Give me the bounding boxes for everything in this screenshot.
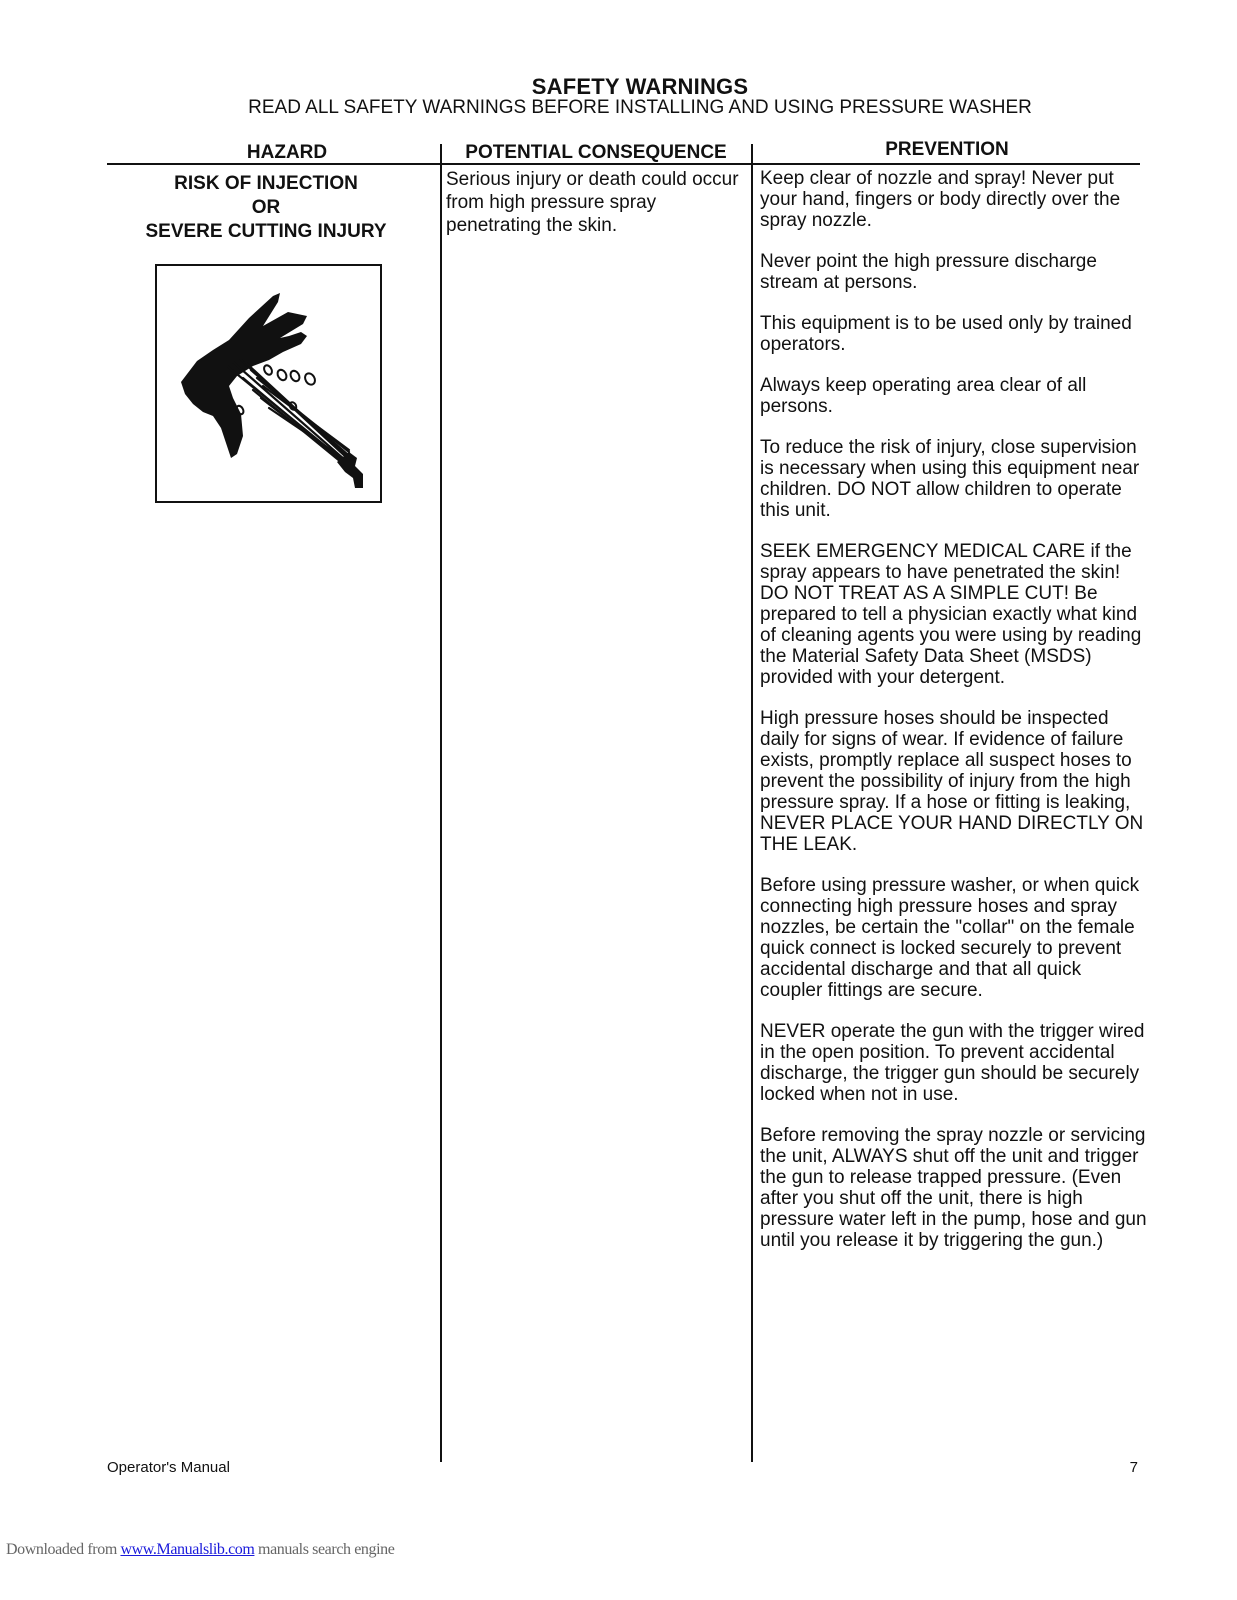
column-divider-1 [440, 144, 442, 1462]
header-rule-right [752, 163, 1140, 165]
column-header-hazard: HAZARD [246, 142, 328, 163]
prevention-item: Always keep operating area clear of all persons. [760, 375, 1087, 417]
prevention-item: Before removing the spray nozzle or servicing the unit, ALWAYS shut off the unit and trigger the gun to release trapped pressure. (Even after you shut off the unit, there is high pressure water left in the pump, hose and gun until you release it by triggering the gun.) [760, 1125, 1147, 1251]
prevention-item: High pressure hoses should be inspected daily for signs of wear. If evidence of failure exists, promptly replace all suspect hoses to prevent the possibility of injury from the high pressure spray. If a hose or fitting is leaking, NEVER PLACE YOUR HAND DIRECTLY ON THE LEAK. [760, 708, 1144, 855]
prevention-item: NEVER operate the gun with the trigger wired in the open position. To prevent accidental discharge, the trigger gun should be securely locked when not in use. [760, 1021, 1145, 1105]
download-suffix: manuals search engine [254, 1541, 395, 1558]
consequence-text: Serious injury or death could occur from high pressure spray penetrating the skin. [446, 169, 739, 236]
download-footer [6, 1541, 394, 1559]
header-rule-left [107, 163, 440, 165]
hazard-title [107, 172, 425, 244]
page-title: SAFETY WARNINGS [531, 74, 749, 99]
prevention-item: Never point the high pressure discharge stream at persons. [760, 251, 1097, 293]
header-rule-middle [440, 163, 752, 165]
page-number: 7 [1129, 1459, 1138, 1476]
prevention-list [760, 168, 1148, 1271]
column-divider-2 [751, 144, 753, 1462]
hazard-line: RISK OF INJECTION [174, 173, 358, 194]
page-subtitle: READ ALL SAFETY WARNINGS BEFORE INSTALLING AND USING PRESSURE WASHER [248, 97, 1032, 118]
manualslib-link[interactable]: www.Manualslib.com [120, 1541, 255, 1558]
hand-injection-hazard-icon [155, 264, 382, 503]
prevention-item: This equipment is to be used only by trained operators. [760, 313, 1132, 355]
prevention-item: SEEK EMERGENCY MEDICAL CARE if the spray appears to have penetrated the skin! DO NOT TREAT AS A SIMPLE CUT! Be prepared to tell a physician exactly what kind of cleaning agents you were using by reading the Material Safety Data Sheet (MSDS) provided with your detergent. [760, 541, 1142, 688]
prevention-item: Keep clear of nozzle and spray! Never put your hand, fingers or body directly over the spray nozzle. [760, 168, 1121, 231]
footer-manual-title: Operator's Manual [107, 1459, 230, 1476]
prevention-item: To reduce the risk of injury, close supervision is necessary when using this equipment near children. DO NOT allow children to operate this unit. [760, 437, 1140, 521]
hazard-line: OR [251, 197, 281, 218]
download-prefix: Downloaded from [6, 1541, 121, 1558]
prevention-item: Before using pressure washer, or when quick connecting high pressure hoses and spray nozzles, be certain the "collar" on the female quick connect is locked securely to prevent accidental discharge and that all quick coupler fittings are secure. [760, 875, 1140, 1001]
column-header-prevention: PREVENTION [885, 139, 1009, 160]
hazard-line: SEVERE CUTTING INJURY [145, 221, 387, 242]
column-header-consequence: POTENTIAL CONSEQUENCE [465, 142, 727, 163]
